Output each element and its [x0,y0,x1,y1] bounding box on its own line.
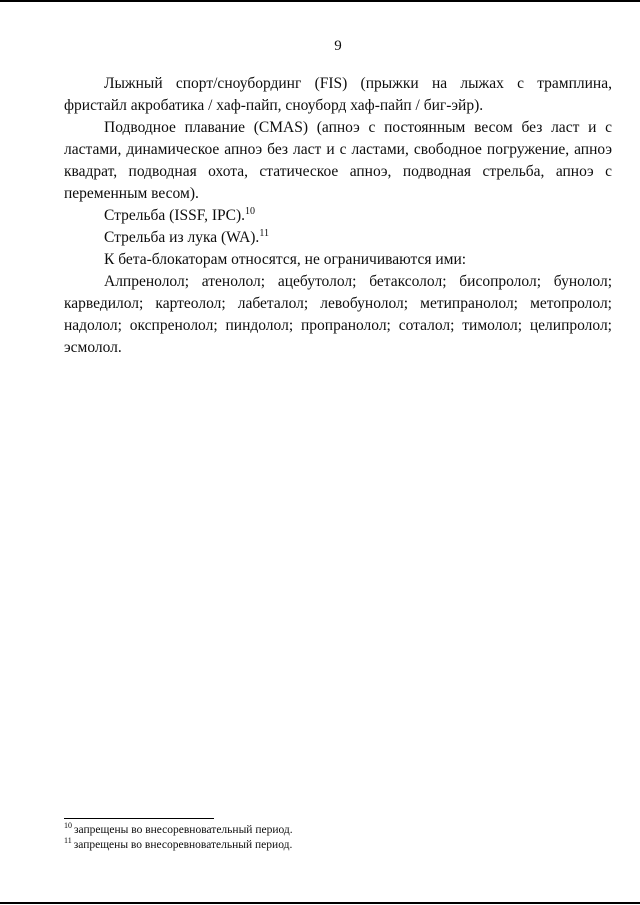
paragraph-beta-blockers-intro [64,249,612,271]
paragraph-text: Подводное плавание (CMAS) (апноэ с постоянным весом без ласт и с ластами, динамическое апноэ без ласт и с ластами, свободное погружение, апноэ квадрат, подводная охота, статическое апноэ, подводная стрельба, апноэ с переменным весом). [64,119,612,202]
paragraph-archery [64,227,612,249]
footnote-11 [64,838,612,853]
footnote-10 [64,823,612,838]
paragraph-text: Стрельба из лука (WA). [104,229,260,246]
footnote-ref-10: 10 [245,205,256,217]
footnote-marker: 10 [64,821,72,831]
footnote-text: запрещены во внесоревновательный период. [73,839,293,851]
footnote-ref-11: 11 [259,227,269,239]
paragraph-skiing-snowboarding [64,73,612,117]
document-body [64,73,612,359]
footnote-marker: 11 [64,836,72,846]
footnote-text: запрещены во внесоревновательный период. [74,824,293,836]
paragraph-beta-blockers-list [64,271,612,359]
paragraph-shooting [64,205,612,227]
paragraph-text: Стрельба (ISSF, IPC). [104,207,246,224]
paragraph-text: Лыжный спорт/сноубординг (FIS) (прыжки на лыжах с трамплина, фристайл акробатика / хаф-пайп, сноуборд хаф-пайп / биг-эйр). [64,75,612,114]
footnotes-section [64,818,612,853]
page-number: 9 [334,38,342,54]
paragraph-text: Алпренолол; атенолол; ацебутолол; бетаксолол; бисопролол; бунолол; карведилол; картеолол; лабеталол; левобунолол; метипранолол; метопролол; надолол; окспренолол; пиндолол; пропранолол; соталол; тимолол; целипролол; эсмолол. [64,273,612,356]
scan-edge-bottom [0,902,640,904]
scan-edge-top [0,0,640,2]
paragraph-text: К бета-блокаторам относятся, не ограничиваются ими: [104,251,467,268]
paragraph-underwater-sports [64,117,612,205]
footnote-divider [64,818,214,819]
